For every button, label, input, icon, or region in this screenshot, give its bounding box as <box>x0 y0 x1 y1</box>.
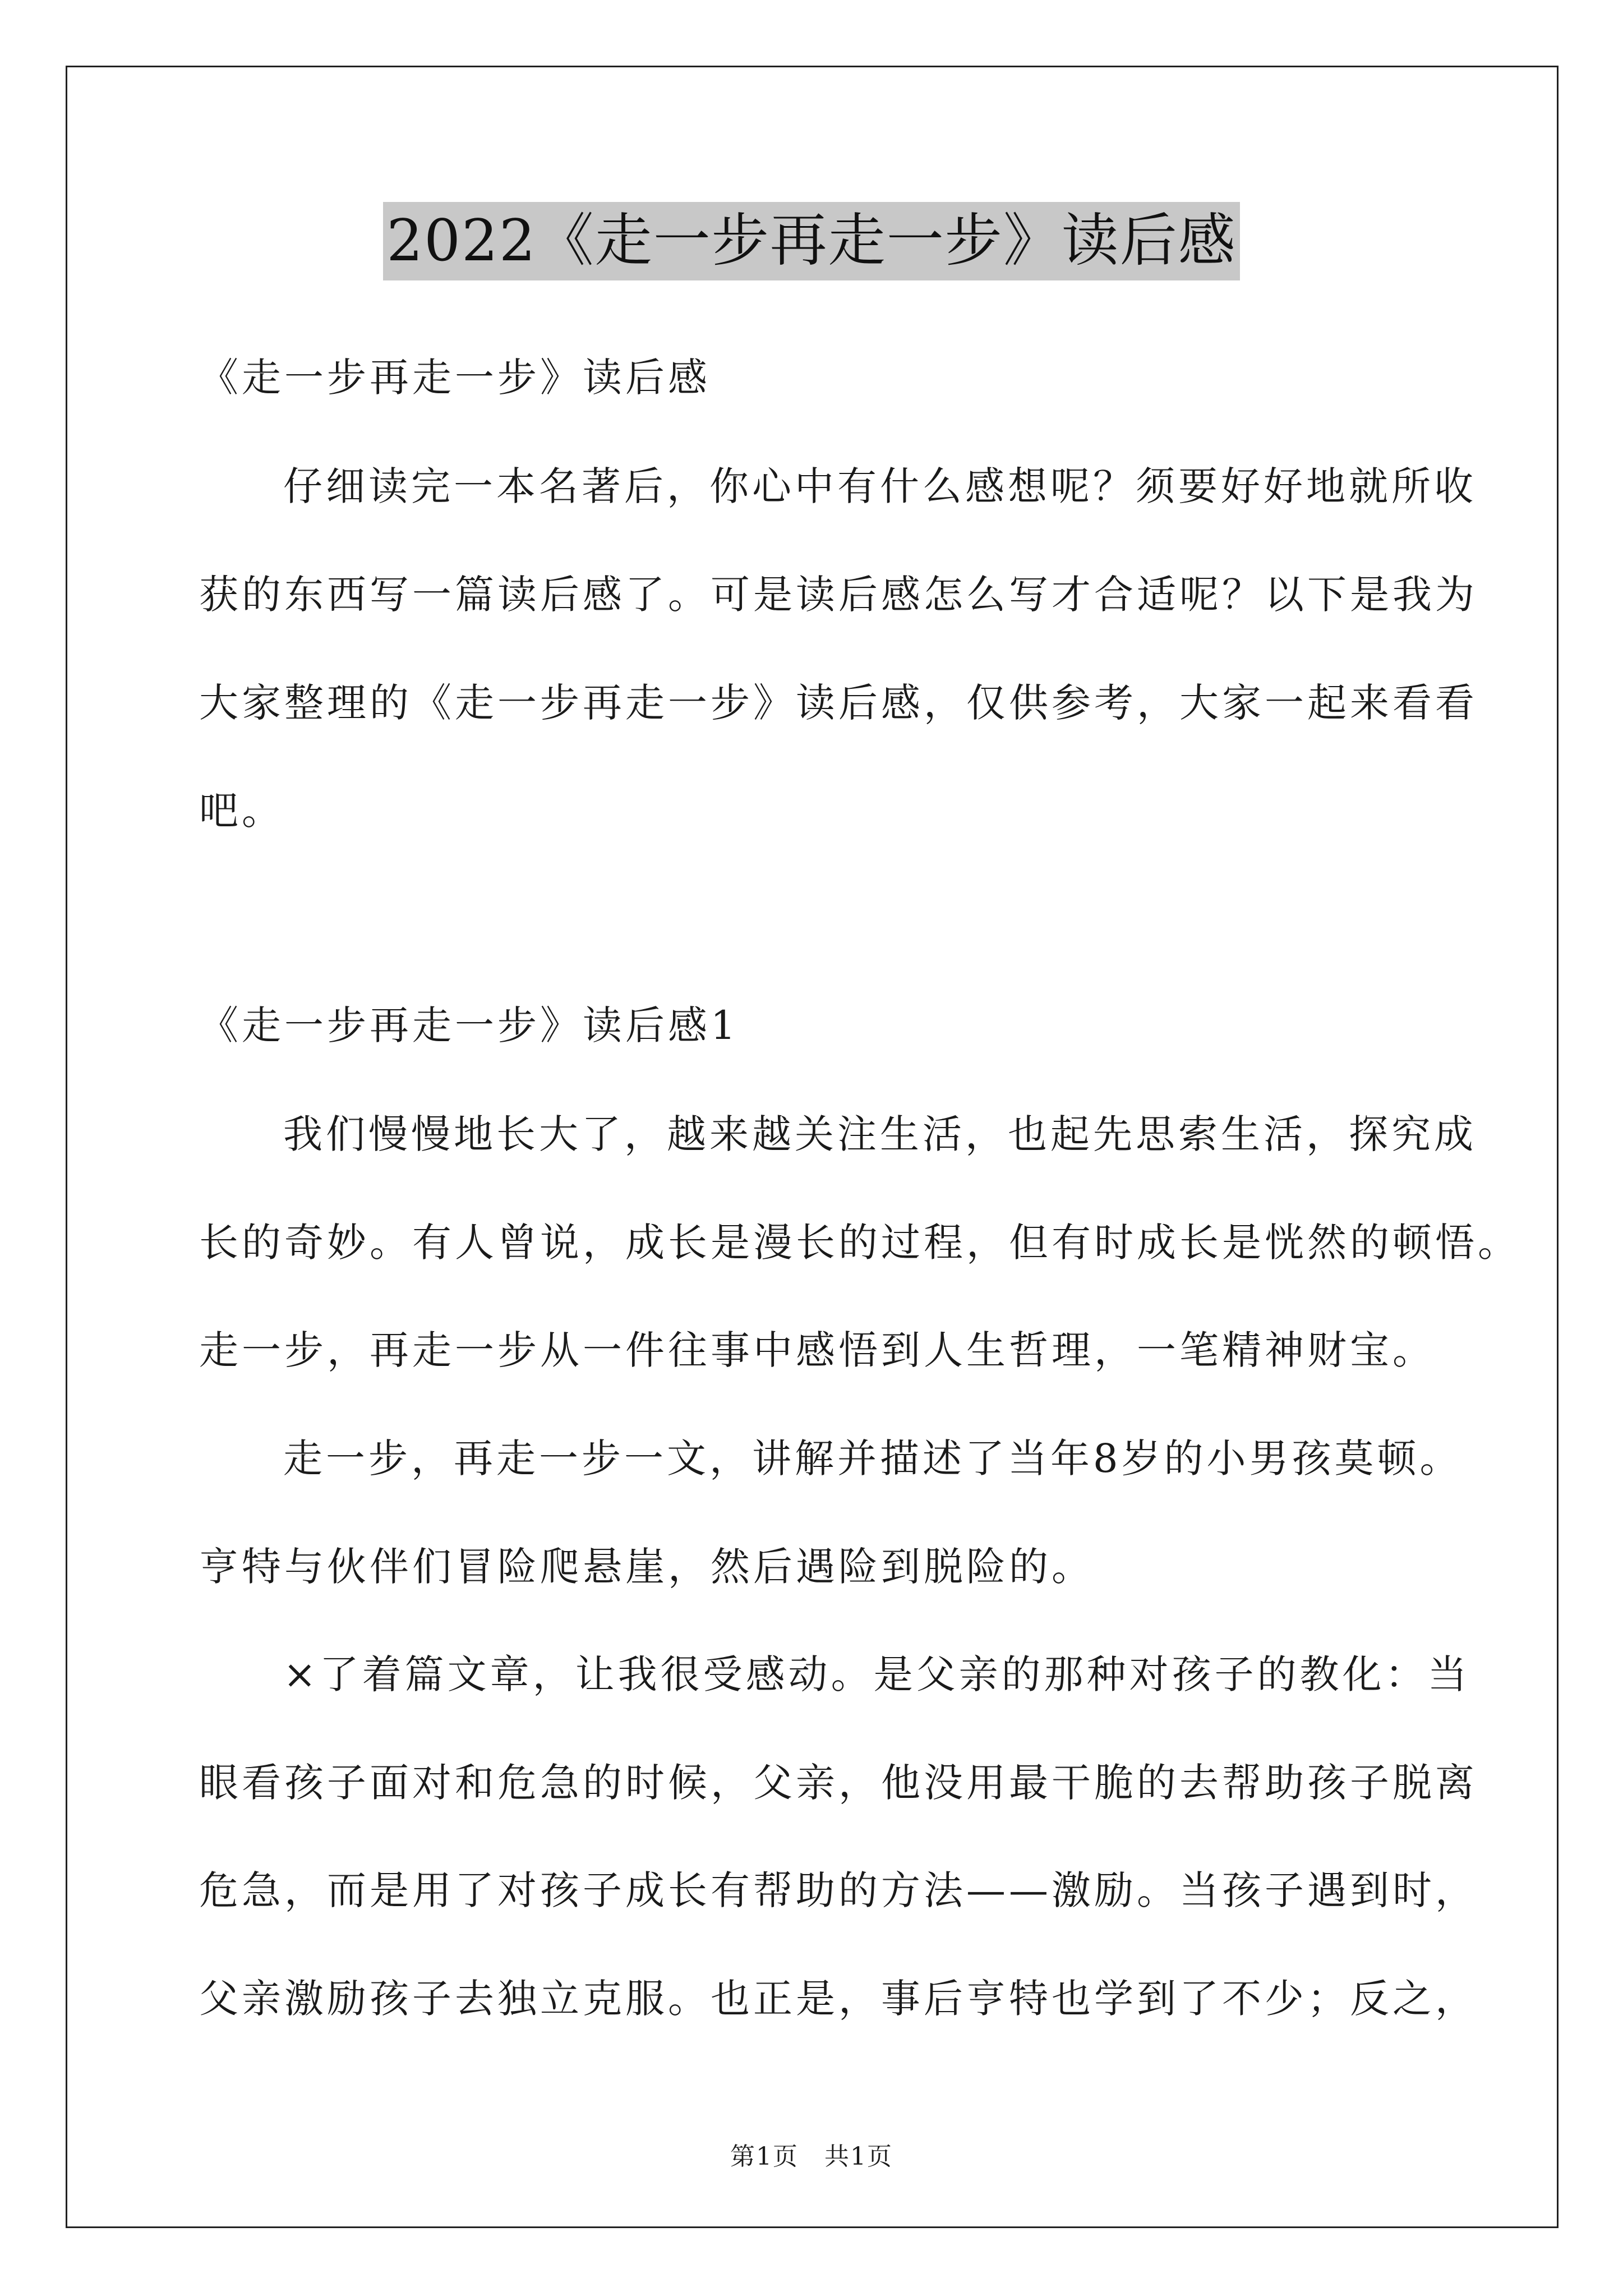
body-line-7: 眼看孩子面对和危急的时候，父亲，他没用最干脆的去帮助孩子脱离 <box>199 1760 1478 1806</box>
document-title: 2022《走一步再走一步》读后感 <box>383 202 1240 280</box>
subtitle-heading: 《走一步再走一步》读后感 <box>199 355 711 401</box>
body-line-3: 走一步，再走一步从一件往事中感悟到人生哲理，一笔精神财宝。 <box>199 1327 1435 1373</box>
intro-line-3: 大家整理的《走一步再走一步》读后感，仅供参考，大家一起来看看 <box>199 680 1478 726</box>
intro-line-2: 获的东西写一篇读后感了。可是读后感怎么写才合适呢？以下是我为 <box>199 572 1478 618</box>
body-line-5: 亨特与伙伴们冒险爬悬崖，然后遇险到脱险的。 <box>199 1544 1094 1590</box>
page-number-footer: 第1页 共1页 <box>730 2142 893 2171</box>
title-container <box>0 202 1623 280</box>
body-line-8: 危急，而是用了对孩子成长有帮助的方法——激励。当孩子遇到时， <box>199 1867 1478 1913</box>
section-heading: 《走一步再走一步》读后感1 <box>199 1002 739 1048</box>
body-line-9: 父亲激励孩子去独立克服。也正是，事后亨特也学到了不少；反之， <box>199 1976 1478 2022</box>
intro-line-4: 吧。 <box>199 788 284 834</box>
intro-line-1: 仔细读完一本名著后，你心中有什么感想呢？须要好好地就所收 <box>283 463 1477 509</box>
body-line-1: 我们慢慢地长大了，越来越关注生活，也起先思索生活，探究成 <box>283 1111 1477 1157</box>
body-line-4: 走一步，再走一步一文，讲解并描述了当年8岁的小男孩莫顿。 <box>283 1435 1463 1481</box>
body-line-6: ×了着篇文章，让我很受感动。是父亲的那种对孩子的教化：当 <box>283 1651 1470 1697</box>
body-line-2: 长的奇妙。有人曾说，成长是漫长的过程，但有时成长是恍然的顿悟。 <box>199 1220 1520 1266</box>
